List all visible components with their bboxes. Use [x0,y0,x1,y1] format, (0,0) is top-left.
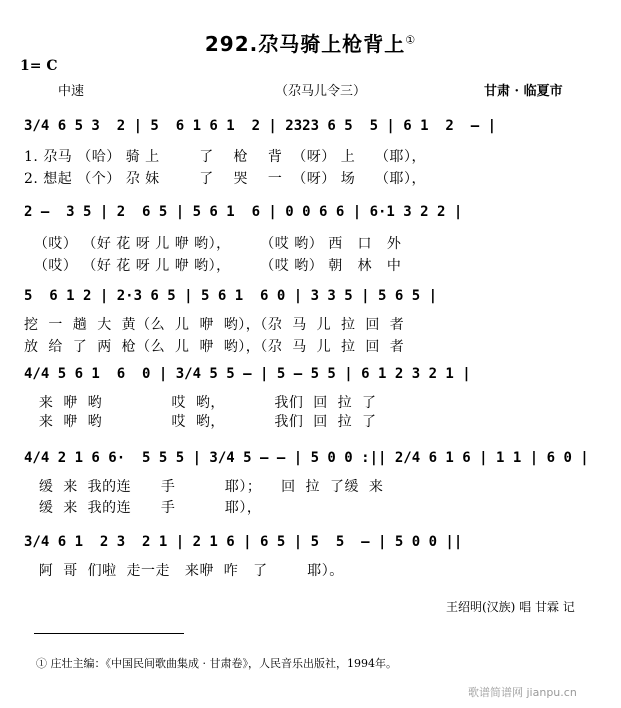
song-subtitle: （尕马儿令三） [275,84,367,99]
lyric-line: 缓 来 我的连 手 耶）， [24,500,262,516]
lyric-line: 阿 哥 们啦 走一走 来咿 咋 了 耶）。 [24,563,344,579]
notation-line: 3/4 6 1 2 3 2 1 | 2 1 6 | 6 5 | 5 5 – | 5 0 0 || [24,534,463,550]
tempo-marking: 中速 [58,84,85,99]
lyric-line: （哎） （好 花 呀 儿 咿 哟）， （哎 哟） 西 口 外 [24,236,402,252]
lyric-line: （哎） （好 花 呀 儿 咿 哟）， （哎 哟） 朝 林 中 [24,258,402,274]
lyric-line: 2. 想起 （个） 尕 妹 了 哭 一 （呀） 场 （耶）， [24,171,427,187]
footnote: ① 庄壮主编：《中国民间歌曲集成 · 甘肃卷》，人民音乐出版社，1994年。 [36,657,397,670]
notation-line: 3/4 6 5 3 2 | 5 6 1 6 1 2 | 2323 6 5 5 | 6 1 2 – | [24,118,497,134]
song-title: 292.尕马骑上枪背上① [204,32,417,56]
performer-credit: 王绍明(汉族) 唱 甘霖 记 [446,600,575,614]
notation-line: 2 – 3 5 | 2 6 5 | 5 6 1 6 | 0 0 6 6 | 6·1 3 2 2 | [24,204,463,220]
lyric-line: 放 给 了 两 枪（么 儿 咿 哟），（尕 马 儿 拉 回 者 [24,339,405,355]
lyric-line: 挖 一 趟 大 黄（么 儿 咿 哟），（尕 马 儿 拉 回 者 [24,317,405,333]
notation-line: 4/4 5 6 1 6 0 | 3/4 5 5 – | 5 – 5 5 | 6 1 2 3 2 1 | [24,366,471,382]
lyric-line: 1. 尕马 （哈） 骑 上 了 枪 背 （呀） 上 （耶）， [24,149,427,165]
lyric-line: 缓 来 我的连 手 耶）； 回 拉 了缓 来 [24,479,384,495]
region-label: 甘肃 · 临夏市 [484,84,563,99]
key-signature: 1= C [20,58,58,74]
footnote-divider [34,633,184,634]
notation-line: 4/4 2 1 6 6· 5 5 5 | 3/4 5 – – | 5 0 0 :|| 2/4 6 1 6 | 1 1 | 6 0 | [24,450,589,466]
notation-line: 5 6 1 2 | 2·3 6 5 | 5 6 1 6 0 | 3 3 5 | 5 6 5 | [24,288,438,304]
lyric-line: 来 咿 哟 哎 哟， 我们 回 拉 了 [24,395,377,411]
lyric-line: 来 咿 哟 哎 哟， 我们 回 拉 了 [24,414,377,430]
site-watermark: 歌谱简谱网 jianpu.cn [468,686,577,699]
